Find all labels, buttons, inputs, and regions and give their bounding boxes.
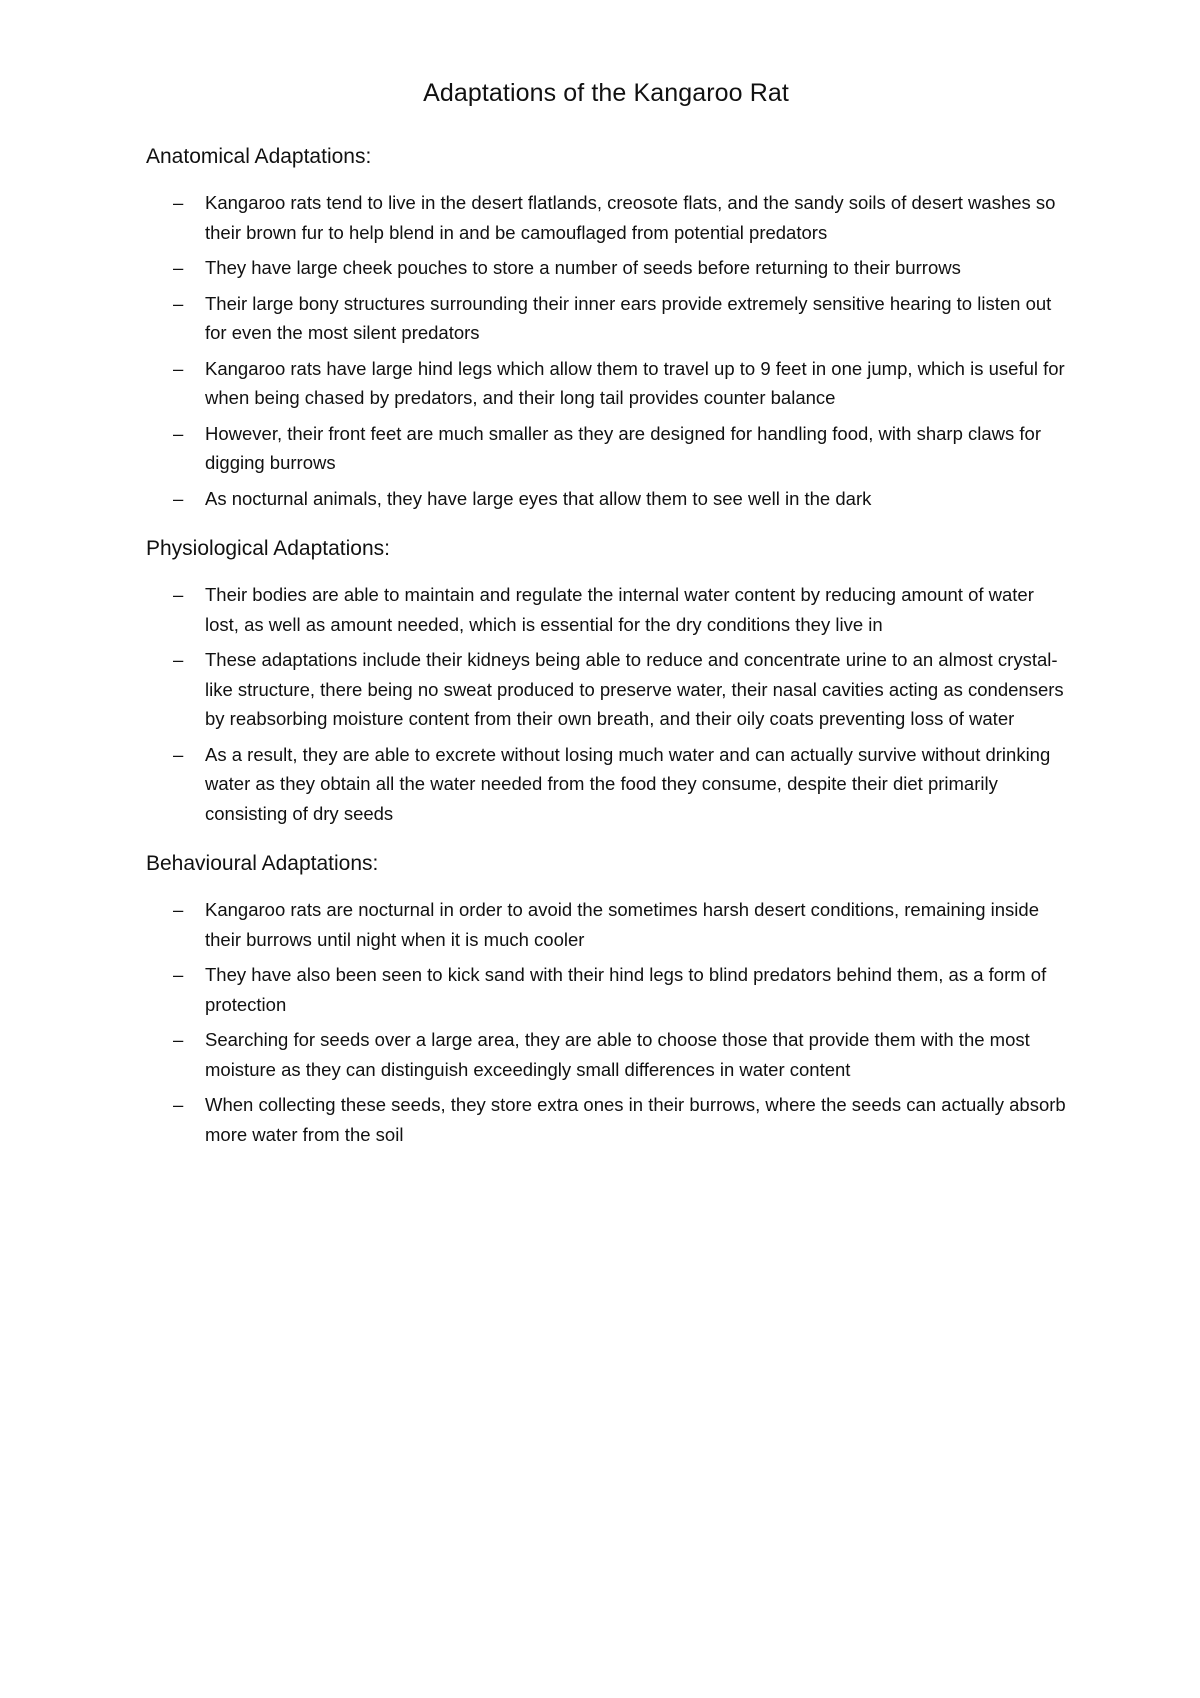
list-item-text: As nocturnal animals, they have large eyes that allow them to see well in the dark (205, 487, 872, 509)
list-item (146, 1025, 1066, 1084)
list-item (146, 895, 1066, 954)
dash-bullet-icon: – (173, 584, 184, 605)
list-item-text: When collecting these seeds, they store extra ones in their burrows, where the seeds can actually absorb more water from the soil (205, 1094, 1066, 1145)
list-item (146, 289, 1066, 348)
document-title: Adaptations of the Kangaroo Rat (423, 79, 789, 107)
list-item-text: Kangaroo rats tend to live in the desert flatlands, creosote flats, and the sandy soils of desert washes so their brown fur to help blend in and be camouflaged from potential predators (205, 192, 1056, 243)
list-item-text: Kangaroo rats are nocturnal in order to avoid the sometimes harsh desert conditions, remaining inside their burrows until night when it is much cooler (205, 899, 1039, 950)
list-item-text: However, their front feet are much smaller as they are designed for handling food, with sharp claws for digging burrows (205, 422, 1042, 473)
list-item-text: They have also been seen to kick sand with their hind legs to blind predators behind them, as a form of protection (205, 964, 1047, 1015)
section-heading: Behavioural Adaptations: (146, 852, 379, 875)
section-physiological (146, 535, 1066, 828)
list-item (146, 960, 1066, 1019)
list-item (146, 740, 1066, 829)
dash-bullet-icon: – (173, 649, 184, 670)
dash-bullet-icon: – (173, 899, 184, 920)
list-item (146, 253, 1066, 283)
list-item-text: Kangaroo rats have large hind legs which allow them to travel up to 9 feet in one jump, which is useful for when being chased by predators, and their long tail provides counter balance (205, 357, 1065, 408)
list-item (146, 1090, 1066, 1149)
dash-bullet-icon: – (173, 357, 184, 379)
dash-bullet-icon: – (173, 257, 184, 278)
document-content (146, 76, 1066, 1171)
section-anatomical (146, 143, 1066, 513)
list-item-text: As a result, they are able to excrete without losing much water and can actually survive without drinking water as they obtain all the water needed from the food they consume, despite their diet primarily consisting of dry seeds (205, 743, 1051, 824)
bullet-list (146, 580, 1066, 828)
bullet-list (146, 895, 1066, 1149)
dash-bullet-icon: – (173, 1029, 184, 1050)
list-item (146, 419, 1066, 478)
list-item (146, 645, 1066, 734)
list-item (146, 484, 1066, 514)
bullet-list (146, 188, 1066, 513)
dash-bullet-icon: – (173, 192, 184, 213)
section-behavioural (146, 850, 1066, 1149)
list-item (146, 188, 1066, 247)
list-item-text: Their bodies are able to maintain and regulate the internal water content by reducing amount of water lost, as well as amount needed, which is essential for the dry conditions they live in (205, 584, 1034, 635)
section-heading: Anatomical Adaptations: (146, 145, 372, 168)
dash-bullet-icon: – (173, 487, 184, 509)
list-item-text: These adaptations include their kidneys being able to reduce and concentrate urine to an almost crystal-like structure, there being no sweat produced to preserve water, their nasal cavities acting as condensers by reabsorbing moisture content from their own breath, and their oily coats preventing loss of water (205, 649, 1064, 729)
dash-bullet-icon: – (173, 422, 184, 444)
section-heading: Physiological Adaptations: (146, 537, 390, 560)
list-item-text: They have large cheek pouches to store a number of seeds before returning to their burrows (205, 257, 961, 278)
list-item (146, 354, 1066, 413)
list-item (146, 580, 1066, 639)
dash-bullet-icon: – (173, 743, 184, 765)
dash-bullet-icon: – (173, 1094, 184, 1115)
dash-bullet-icon: – (173, 964, 184, 985)
list-item-text: Their large bony structures surrounding their inner ears provide extremely sensitive hearing to listen out for even the most silent predators (205, 292, 1052, 343)
dash-bullet-icon: – (173, 292, 184, 314)
list-item-text: Searching for seeds over a large area, they are able to choose those that provide them with the most moisture as they can distinguish exceedingly small differences in water content (205, 1029, 1030, 1080)
